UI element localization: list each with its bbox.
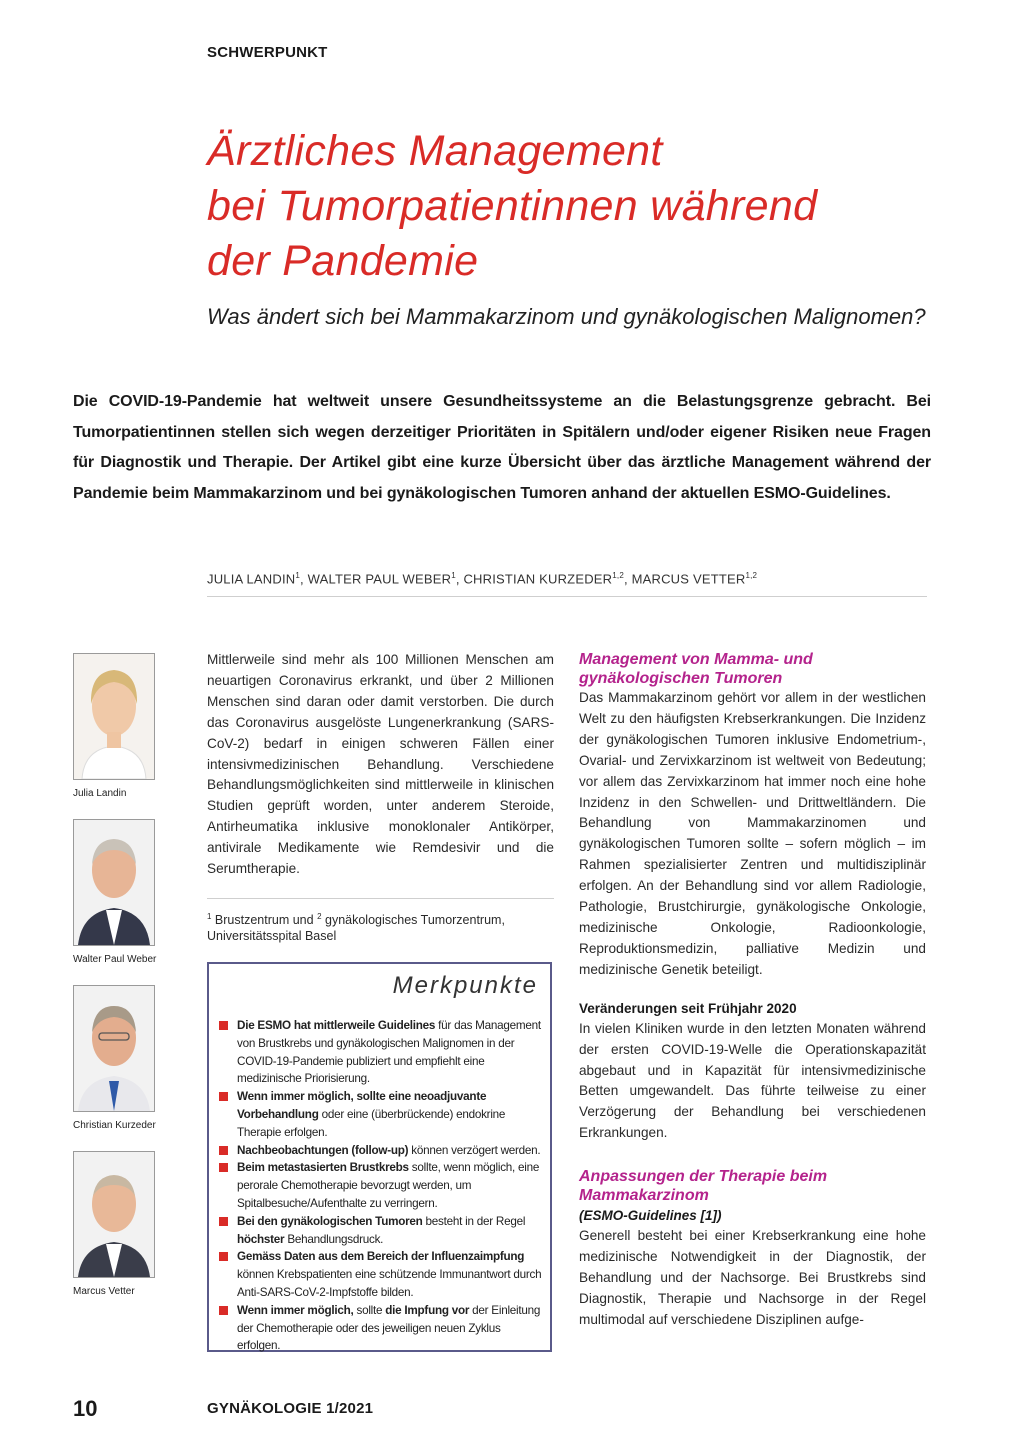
item-text: oder eine (überbrückende) endokrine Therapie erfolgen. (237, 1107, 506, 1139)
item-text: können Krebspatienten eine schützende Immunantwort durch Anti-SARS-CoV-2-Impfstoffe bilden. (237, 1268, 542, 1299)
item-bold: Die ESMO hat mittlerweile Guidelines (237, 1019, 436, 1032)
item-text: für das Management von Brustkrebs und gynäkologischen Malignomen in der COVID-19-Pandemie publiziert und empfiehlt eine medizinische Priorisierung. (237, 1019, 541, 1086)
footnote-marker: 2 (317, 912, 322, 921)
photo-caption: Marcus Vetter (73, 1286, 135, 1297)
list-item (217, 1302, 543, 1355)
footnote-text: gynäkologisches Tumorzentrum, Universitätsspital Basel (207, 913, 505, 944)
section-paragraph: Das Mammakarzinom gehört vor allem in der westlichen Welt zu den häufigsten Krebserkrankungen. Die Inzidenz der gynäkologischen Tumoren inklusive Endometrium-, Ovarial- und Zervixkarzinom ist weltweit von Bedeutung; vor allem das Zervixkarzinom hat immer noch eine hohe Inzidenz in den Schwellen- und Drittweltländern. Die Behandlung von Mammakarzinomen und gynäkologischen Tumoren sollte – sofern möglich – im Rahmen spezialisierter Zentren und multidisziplinär erfolgen. An der Behandlung sind vor allem Radiologie, Pathologie, Brustchirurgie, gynäkologische Onkologie, medizinische Onkologie, Radioonkologie, Reproduktionsmedizin, palliative Medizin und medizinische Genetik beteiligt. (579, 690, 926, 977)
item-text: sollte, wenn möglich, eine perorale Chemotherapie bevorzugt werden, um Spitalbesuche/Aufenthalte zu verringern. (237, 1161, 540, 1210)
list-item (217, 1213, 543, 1249)
article-lead: Die COVID-19-Pandemie hat weltweit unsere Gesundheitssysteme an die Belastungsgrenze gebracht. Bei Tumorpatientinnen stellen sich wegen derzeitiger Prioritäten in Spitälern und/oder eigener Risiken neue Fragen für Diagnostik und Therapie. Der Artikel gibt eine kurze Übersicht über das ärztliche Management während der Pandemie beim Mammakarzinom und bei gynäkologischen Tumoren anhand der aktuellen ESMO-Guidelines. (73, 393, 931, 502)
author-affiliation: 1 (295, 571, 301, 580)
item-text: der Einleitung der Chemotherapie oder des jeweiligen neuen Zyklus erfolgen. (237, 1303, 541, 1353)
item-text: besteht in der Regel (422, 1214, 526, 1228)
author-name: JULIA LANDIN (207, 571, 296, 587)
item-bold: die Impfung vor (385, 1303, 470, 1317)
author-affiliation: 1 (451, 571, 456, 580)
item-text: sollte (353, 1303, 386, 1317)
author-line: JULIA LANDIN$^1$, WALTER PAUL WEBER$^1$, CHRISTIAN KURZEDER$^{1,2}$, MARCUS VETTER$^{1,2}$ (207, 571, 927, 597)
item-bold: Wenn immer möglich, (237, 1303, 354, 1317)
section-subheading: (ESMO-Guidelines [1]) (579, 1208, 722, 1224)
merkpunkte-title: Merkpunkte (392, 972, 538, 999)
list-item (217, 1159, 543, 1212)
section-subheading: Veränderungen seit Frühjahr 2020 (579, 1000, 797, 1016)
author-photo (73, 985, 155, 1112)
item-bold: Bei den gynäkologischen Tumoren (237, 1214, 423, 1228)
section-paragraph: In vielen Kliniken wurde in den letzten Monaten während der ersten COVID-19-Welle die Operationskapazität abgebaut und in Kapazität für intensivmedizinische Betten umgewandelt. Das führte teilweise zu einer Verzögerung der Behandlung bei verschiedenen Erkrankungen. (579, 1020, 926, 1141)
footnote-marker: 1 (207, 912, 212, 921)
item-text: können verzögert werden. (408, 1143, 541, 1157)
right-column (579, 650, 926, 1331)
footnote-text: Brustzentrum und (211, 913, 318, 928)
merkpunkte-box (207, 962, 552, 1352)
merkpunkte-list (217, 1017, 543, 1355)
author-name: CHRISTIAN KURZEDER (463, 571, 613, 587)
author-affiliation: 1,2 (612, 571, 624, 580)
section-rubric: SCHWERPUNKT (207, 44, 328, 61)
photo-caption: Julia Landin (73, 788, 127, 799)
item-bold: Gemäss Daten aus dem Bereich der Influenzaimpfung (237, 1250, 525, 1264)
title-line-1: Ärztliches Management (207, 127, 663, 175)
list-item (217, 1088, 543, 1141)
photo-caption: Christian Kurzeder (73, 1120, 156, 1131)
title-line-2: bei Tumorpatientinnen während (207, 182, 818, 230)
list-item (217, 1248, 543, 1301)
affiliation-footnote (207, 898, 554, 944)
section-heading: Anpassungen der Therapie beim Mammakarzinom (579, 1168, 828, 1205)
author-photo (73, 819, 155, 946)
author-photo (73, 653, 155, 780)
section-paragraph: Generell besteht bei einer Krebserkrankung eine hohe medizinische Notwendigkeit in der Diagnostik, der Behandlung und der Nachsorge. Bei Brustkrebs sind Diagnostik, Therapie und Nachsorge in der Regel multimodal auf verschiedene Disziplinen aufge- (579, 1228, 926, 1327)
item-text: Behandlungsdruck. (284, 1232, 384, 1246)
item-bold: Wenn immer möglich, sollte eine neoadjuvante Vorbehandlung (237, 1090, 487, 1121)
article-title (207, 124, 947, 289)
list-item (217, 1142, 543, 1160)
section-heading: Management von Mamma- und gynäkologischen Tumoren (579, 651, 813, 687)
article-subtitle: Was ändert sich bei Mammakarzinom und gynäkologischen Malignomen? (207, 304, 926, 329)
author-name: MARCUS VETTER (631, 571, 746, 587)
intro-paragraph: Mittlerweile sind mehr als 100 Millionen Menschen am neuartigen Coronavirus erkrankt, und über 2 Millionen Menschen sind daran oder damit verstorben. Die durch das Coronavirus ausgelöste Lungenerkrankung (SARS-CoV-2) bedarf in einigen schweren Fällen einer intensivmedizinischen Behandlung. Verschiedene Behandlungsmöglichkeiten sind mittlerweile in klinischen Studien geprüft worden, unter anderem Steroide, Antirheumatika inklusive monoklonaler Antikörper, antivirale Medikamente wie Remdesivir und die Serumtherapie. (207, 652, 554, 877)
author-photo (73, 1151, 155, 1278)
photo-caption: Walter Paul Weber (73, 954, 157, 965)
item-bold: höchster (237, 1232, 285, 1246)
item-bold: Beim metastasierten Brustkrebs (237, 1161, 409, 1175)
author-affiliation: 1,2 (745, 571, 758, 580)
title-line-3: der Pandemie (207, 237, 479, 285)
author-name: WALTER PAUL WEBER (307, 571, 452, 587)
journal-issue: GYNÄKOLOGIE 1/2021 (207, 1400, 374, 1417)
item-bold: Nachbeobachtungen (follow-up) (237, 1143, 409, 1157)
list-item (217, 1017, 543, 1088)
page-number: 10 (73, 1396, 98, 1421)
